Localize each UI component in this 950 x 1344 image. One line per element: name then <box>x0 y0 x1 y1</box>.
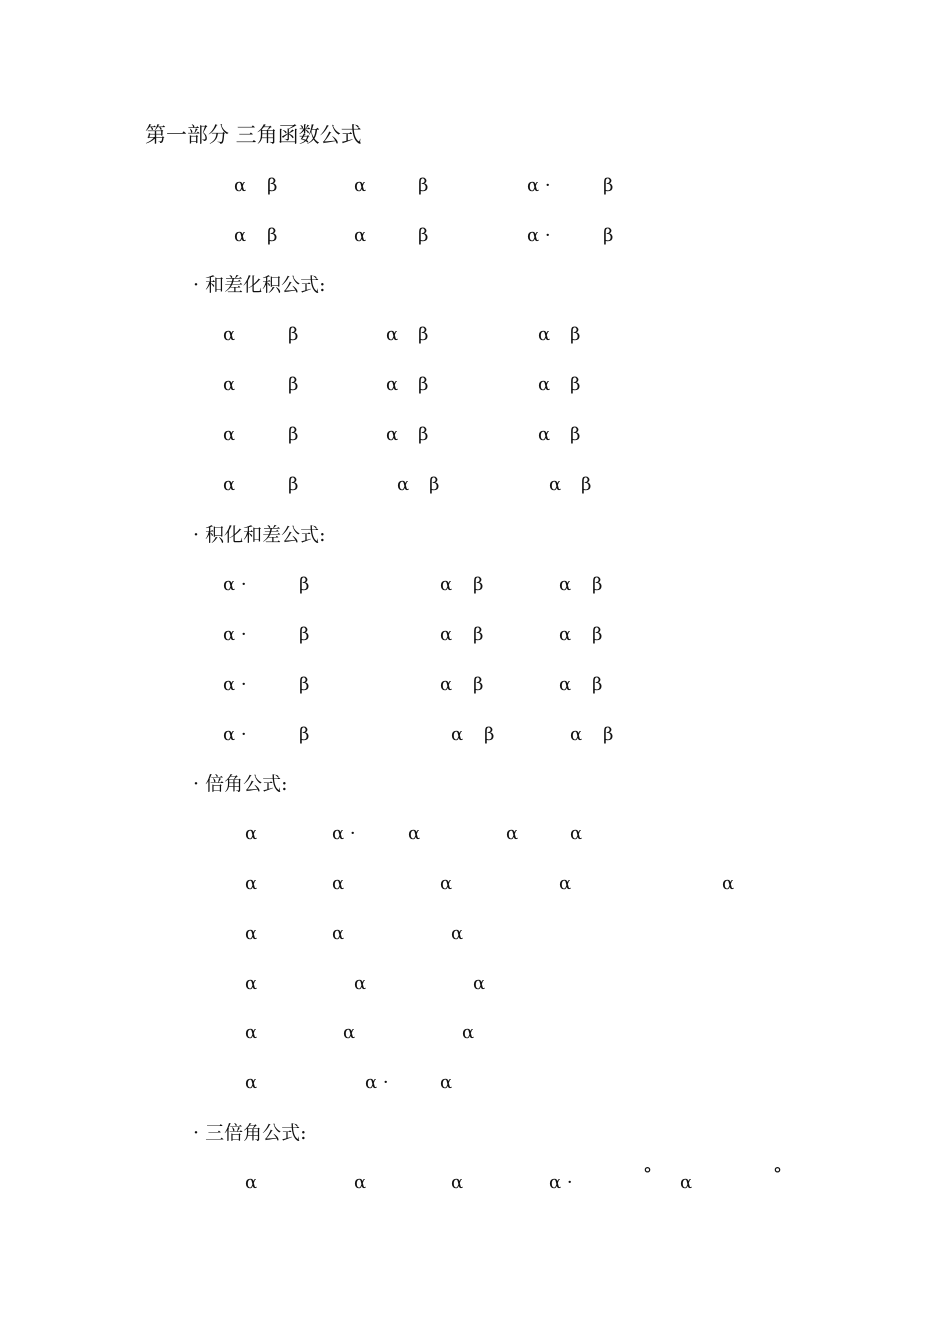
greek-symbol: α <box>245 1072 258 1093</box>
greek-symbol: α <box>408 823 421 844</box>
greek-symbol: β <box>288 374 299 395</box>
greek-symbol: β <box>592 574 603 595</box>
greek-symbol: β <box>299 574 310 595</box>
greek-symbol: α <box>343 1022 356 1043</box>
greek-symbol: α <box>451 923 464 944</box>
greek-symbol: α <box>570 724 583 745</box>
greek-symbol: β <box>418 175 429 196</box>
greek-symbol: β <box>570 424 581 445</box>
greek-symbol: α <box>559 624 572 645</box>
greek-symbol: α · <box>223 674 247 695</box>
greek-symbol: β <box>418 324 429 345</box>
greek-symbol: α <box>440 873 453 894</box>
greek-symbol: β <box>603 225 614 246</box>
greek-symbol: α <box>332 873 345 894</box>
greek-symbol: β <box>429 474 440 495</box>
greek-symbol: α · <box>527 175 551 196</box>
greek-symbol: α <box>245 973 258 994</box>
greek-symbol: β <box>299 674 310 695</box>
greek-symbol: β <box>603 175 614 196</box>
greek-symbol: α <box>451 724 464 745</box>
greek-symbol: α <box>245 823 258 844</box>
section-heading: · 倍角公式: <box>193 773 288 795</box>
degree-symbol: ° <box>773 1164 782 1185</box>
greek-symbol: α · <box>223 624 247 645</box>
greek-symbol: α <box>559 674 572 695</box>
greek-symbol: α <box>462 1022 475 1043</box>
greek-symbol: α <box>234 175 247 196</box>
greek-symbol: β <box>267 175 278 196</box>
greek-symbol: α <box>506 823 519 844</box>
greek-symbol: α <box>680 1172 693 1193</box>
greek-symbol: α <box>245 873 258 894</box>
section-heading: · 和差化积公式: <box>193 274 326 296</box>
greek-symbol: β <box>288 474 299 495</box>
greek-symbol: β <box>418 424 429 445</box>
greek-symbol: α <box>386 324 399 345</box>
greek-symbol: α <box>559 873 572 894</box>
section-heading: · 三倍角公式: <box>193 1122 307 1144</box>
section-heading: · 积化和差公式: <box>193 524 326 546</box>
greek-symbol: α <box>440 624 453 645</box>
greek-symbol: α <box>440 1072 453 1093</box>
greek-symbol: α · <box>332 823 356 844</box>
greek-symbol: α <box>223 474 236 495</box>
greek-symbol: β <box>581 474 592 495</box>
greek-symbol: α <box>397 474 410 495</box>
greek-symbol: β <box>299 624 310 645</box>
greek-symbol: β <box>473 574 484 595</box>
greek-symbol: α · <box>365 1072 389 1093</box>
greek-symbol: α <box>354 175 367 196</box>
greek-symbol: β <box>299 724 310 745</box>
greek-symbol: α <box>538 374 551 395</box>
greek-symbol: α <box>354 225 367 246</box>
greek-symbol: β <box>603 724 614 745</box>
greek-symbol: α <box>354 973 367 994</box>
greek-symbol: β <box>570 374 581 395</box>
greek-symbol: α <box>559 574 572 595</box>
greek-symbol: α <box>386 374 399 395</box>
greek-symbol: α <box>223 324 236 345</box>
greek-symbol: α <box>451 1172 464 1193</box>
greek-symbol: β <box>288 324 299 345</box>
greek-symbol: α · <box>549 1172 573 1193</box>
greek-symbol: α · <box>223 574 247 595</box>
greek-symbol: β <box>267 225 278 246</box>
greek-symbol: α <box>223 424 236 445</box>
greek-symbol: α <box>354 1172 367 1193</box>
greek-symbol: α <box>245 923 258 944</box>
greek-symbol: β <box>418 374 429 395</box>
greek-symbol: β <box>418 225 429 246</box>
greek-symbol: β <box>592 624 603 645</box>
greek-symbol: α <box>440 674 453 695</box>
greek-symbol: α <box>549 474 562 495</box>
greek-symbol: α <box>386 424 399 445</box>
greek-symbol: β <box>288 424 299 445</box>
greek-symbol: α <box>234 225 247 246</box>
greek-symbol: α <box>538 324 551 345</box>
greek-symbol: α <box>332 923 345 944</box>
degree-symbol: ° <box>643 1164 652 1185</box>
greek-symbol: α <box>570 823 583 844</box>
greek-symbol: β <box>484 724 495 745</box>
greek-symbol: α <box>245 1172 258 1193</box>
page-title: 第一部分 三角函数公式 <box>145 123 362 147</box>
greek-symbol: α <box>245 1022 258 1043</box>
greek-symbol: α <box>538 424 551 445</box>
greek-symbol: α · <box>527 225 551 246</box>
greek-symbol: β <box>592 674 603 695</box>
greek-symbol: β <box>473 674 484 695</box>
greek-symbol: β <box>570 324 581 345</box>
greek-symbol: β <box>473 624 484 645</box>
greek-symbol: α · <box>223 724 247 745</box>
greek-symbol: α <box>473 973 486 994</box>
greek-symbol: α <box>722 873 735 894</box>
greek-symbol: α <box>440 574 453 595</box>
greek-symbol: α <box>223 374 236 395</box>
